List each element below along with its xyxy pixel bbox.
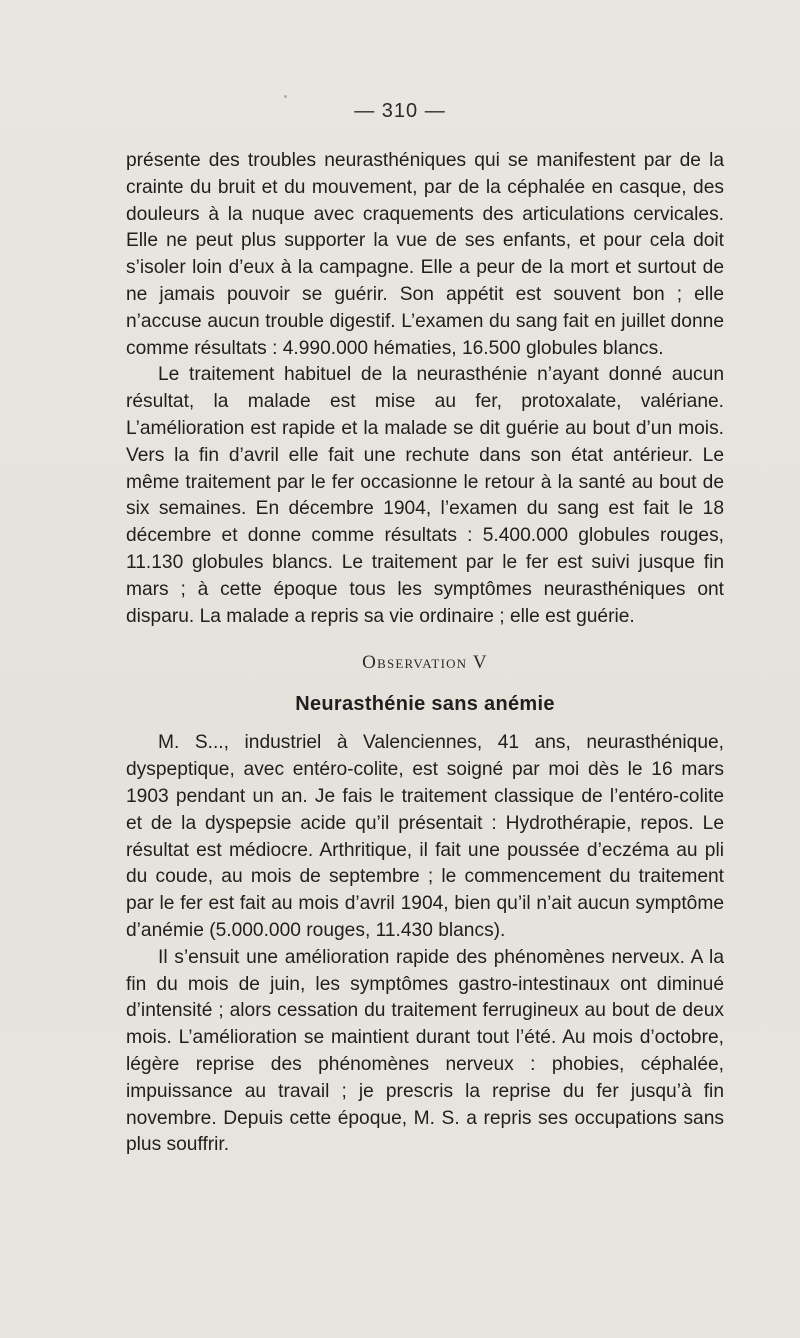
page-body bbox=[126, 148, 724, 1159]
observation-paragraph-2: Il s’ensuit une amélioration rapide des phénomènes nerveux. A la fin du mois de juin, les symptômes gastro-intestinaux ont diminué d’intensité ; alors cessation du traitement ferrugineux au bout de deux mois. L’amélioration se maintient durant tout l’été. Au mois d’octobre, légère reprise des phénomènes nerveux : phobies, céphalée, impuissance au travail ; je prescris la reprise du fer jusqu’à fin novembre. Depuis cette époque, M. S. a repris ses occupations sans plus souffrir. bbox=[126, 946, 724, 1156]
paragraph-continuation: présente des troubles neurasthéniques qui se manifestent par de la crainte du bruit et du mouvement, par de la céphalée en casque, des douleurs à la nuque avec craquements des articulations cervicales. Elle ne peut plus supporter la vue de ses enfants, et pour cela doit s’isoler loin d’eux à la campagne. Elle a peur de la mort et surtout de ne jamais pouvoir se guérir. Son appétit est souvent bon ; elle n’accuse aucun trouble digestif. L’examen du sang fait en juillet donne comme résultats : 4.990.000 hématies, 16.500 globules blancs. bbox=[126, 150, 724, 359]
observation-heading: Observation V bbox=[362, 652, 488, 674]
section-title: Neurasthénie sans anémie bbox=[295, 693, 555, 716]
page-number: — 310 — bbox=[354, 100, 446, 122]
paragraph-treatment: Le traitement habituel de la neurasthénie n’ayant donné aucun résultat, la malade est mise au fer, protoxalate, valériane. L’amélioration est rapide et la malade se dit guérie au bout d’un mois. Vers la fin d’avril elle fait une rechute dans son état antérieur. Le même traitement par le fer occasionne le retour à la santé au bout de six semaines. En décembre 1904, l’examen du sang est fait le 18 décembre et donne comme résultats : 5.400.000 globules rouges, 11.130 globules blancs. Le traitement par le fer est suivi jusque fin mars ; à cette époque tous les symptômes neurasthéniques ont disparu. La malade a repris sa vie ordinaire ; elle est guérie. bbox=[126, 364, 724, 627]
paper-speck bbox=[284, 95, 287, 98]
observation-paragraph-1: M. S..., industriel à Valenciennes, 41 ans, neurasthénique, dyspeptique, avec entéro-colite, est soigné par moi dès le 16 mars 1903 pendant un an. Je fais le traitement classique de l’entéro-colite et de la dyspepsie acide qu’il présentait : Hydrothérapie, repos. Le résultat est médiocre. Arthritique, il fait une poussée d’eczéma au pli du coude, au mois de septembre ; le commencement du traitement par le fer est fait au mois d’avril 1904, bien qu’il n’ait aucun symptôme d’anémie (5.000.000 rouges, 11.430 blancs). bbox=[126, 732, 724, 941]
